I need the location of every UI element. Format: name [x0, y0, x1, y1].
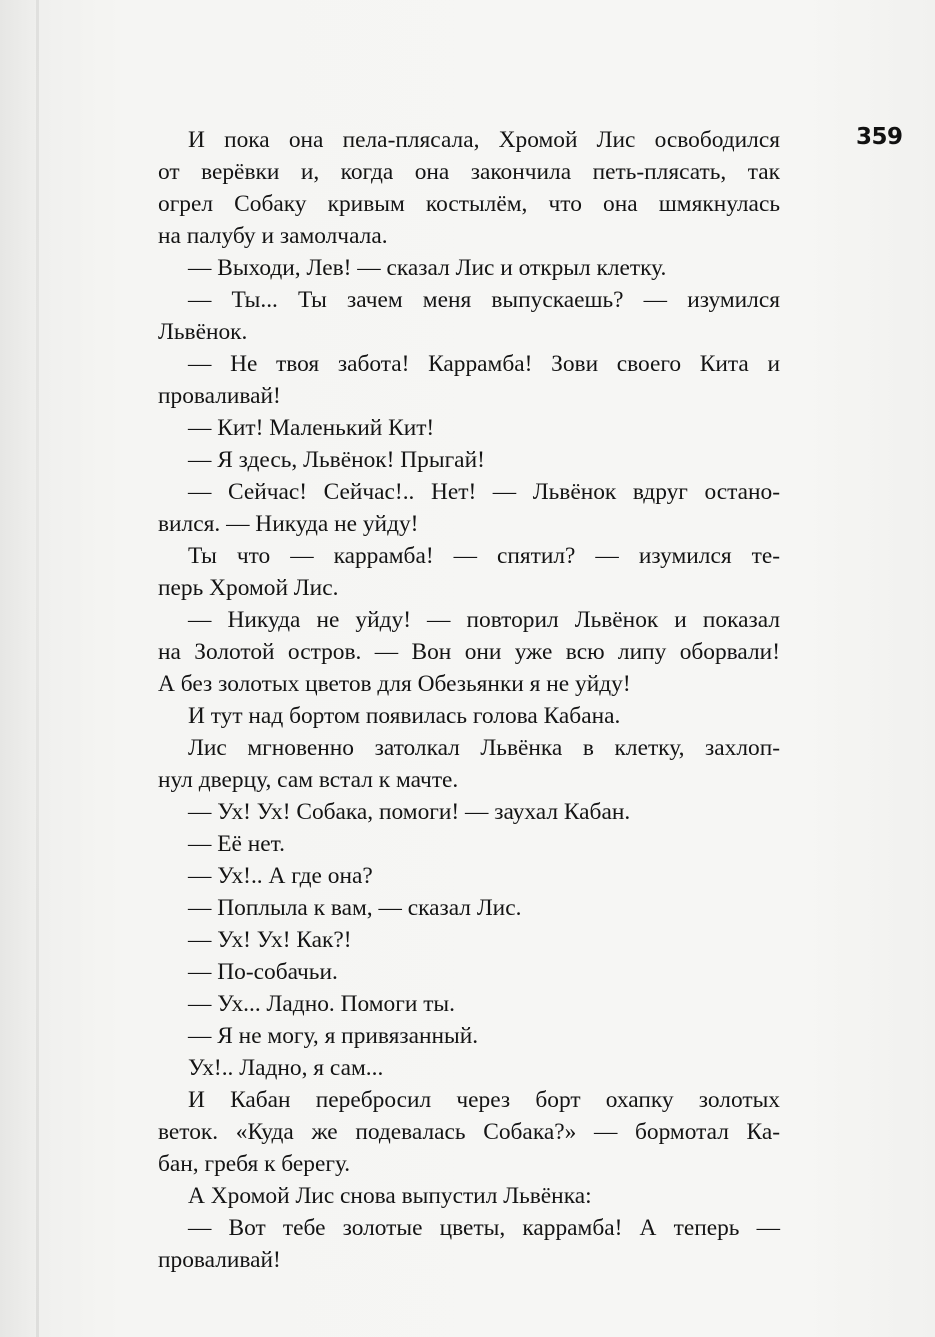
text-line: вился. — Никуда не уйду!	[158, 511, 419, 537]
text-line: И Кабан перебросил через борт охапку золотых	[188, 1087, 780, 1113]
text-line: — Я здесь, Львёнок! Прыгай!	[188, 447, 485, 473]
text-line: — Я не могу, я привязанный.	[188, 1023, 479, 1049]
text-line: — Её нет.	[188, 831, 285, 857]
text-line: — Выходи, Лев! — сказал Лис и открыл клетку.	[188, 255, 667, 281]
text-line: Лис мгновенно затолкал Львёнка в клетку, захлоп-	[188, 735, 780, 761]
text-line: проваливай!	[158, 1247, 281, 1273]
page-number: 359	[856, 124, 903, 150]
text-line: на Золотой остров. — Вон они уже всю липу оборвали!	[158, 639, 780, 665]
text-line: нул дверцу, сам встал к мачте.	[158, 767, 459, 793]
text-line: А Хромой Лис снова выпустил Львёнка:	[188, 1183, 592, 1209]
binding-gutter	[36, 0, 39, 1337]
text-line: перь Хромой Лис.	[158, 575, 339, 601]
text-line: — Кит! Маленький Кит!	[188, 415, 435, 441]
text-line: — Поплыла к вам, — сказал Лис.	[188, 895, 522, 921]
text-line: — Не твоя забота! Каррамба! Зови своего Кита и	[188, 351, 780, 377]
text-line: — Сейчас! Сейчас!.. Нет! — Львёнок вдруг останo-	[188, 479, 780, 505]
text-line: — Ух! Ух! Как?!	[188, 927, 352, 953]
text-line: бан, гребя к берегу.	[158, 1151, 351, 1177]
text-line: — По-собачьи.	[188, 959, 338, 985]
text-line: И пока она пела-плясала, Хромой Лис освободился	[188, 127, 780, 153]
text-line: А без золотых цветов для Обезьянки я не уйду!	[158, 671, 631, 697]
text-line: веток. «Куда же подевалась Собака?» — бормотал Ка-	[158, 1119, 780, 1145]
text-line: огрел Собаку кривым костылём, что она шмякнулась	[158, 191, 780, 217]
text-line: — Никуда не уйду! — повторил Львёнок и показал	[188, 607, 780, 633]
text-line: Львёнок.	[158, 319, 248, 345]
text-line: Ты что — каррамба! — спятил? — изумился те-	[188, 543, 780, 569]
text-line: — Ух!.. А где она?	[188, 863, 373, 889]
text-line: — Вот тебе золотые цветы, каррамба! А теперь —	[188, 1215, 780, 1241]
text-line: Ух!.. Ладно, я сам...	[188, 1055, 384, 1081]
body-text	[158, 124, 780, 1276]
text-line: от верёвки и, когда она закончила петь-плясать, так	[158, 159, 780, 185]
text-line: — Ух! Ух! Собака, помоги! — заухал Кабан.	[188, 799, 631, 825]
text-line: — Ух... Ладно. Помоги ты.	[188, 991, 455, 1017]
text-line: на палубу и замолчала.	[158, 223, 388, 249]
text-line: проваливай!	[158, 383, 281, 409]
text-line: — Ты... Ты зачем меня выпускаешь? — изумился	[188, 287, 780, 313]
text-line: И тут над бортом появилась голова Кабана.	[188, 703, 621, 729]
